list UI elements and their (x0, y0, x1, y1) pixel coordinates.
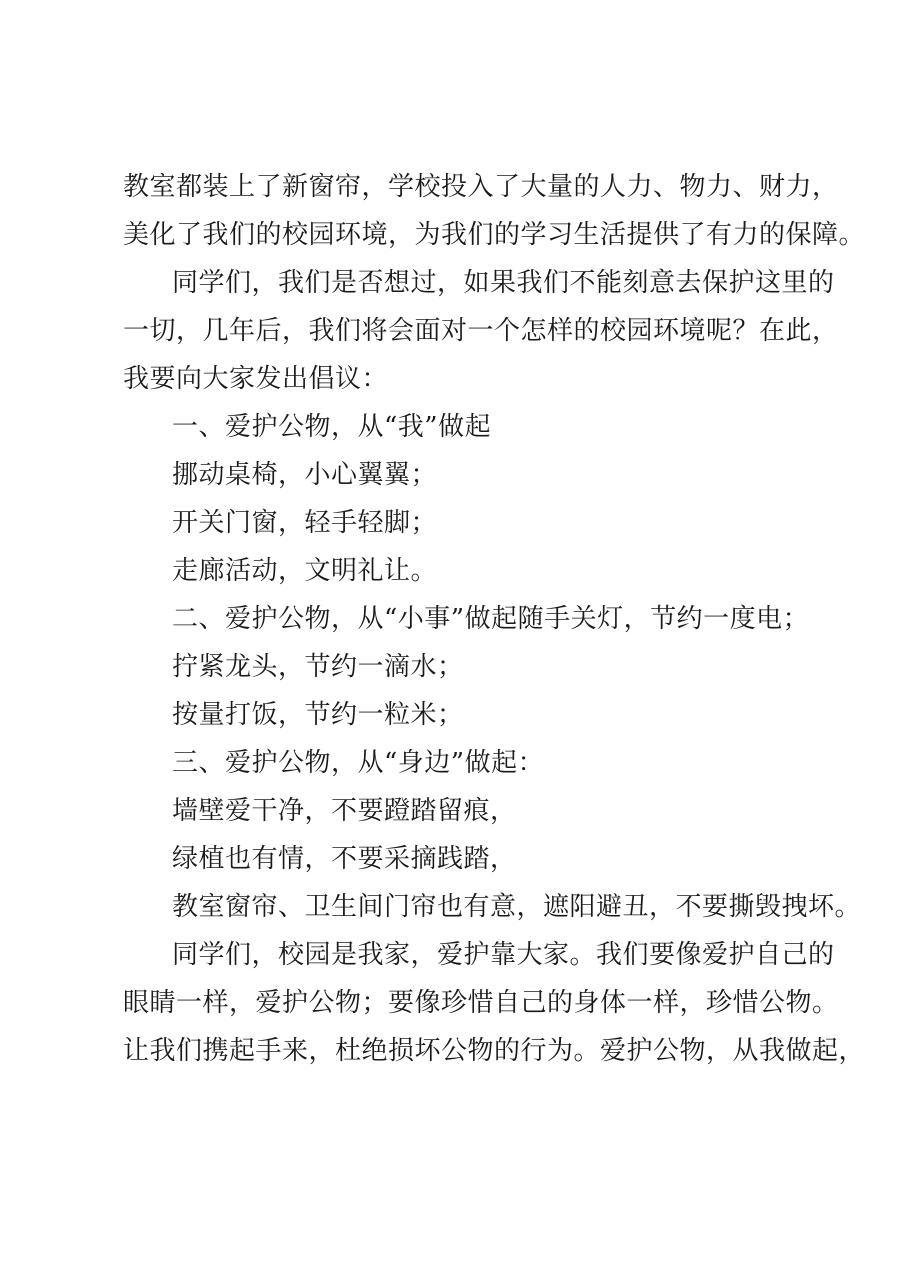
text-line-14: 墙壁爱干净，不要蹬踏留痕， (172, 796, 517, 826)
text-line-16: 教室窗帘、卫生间门帘也有意，遮阳避丑，不要撕毁拽坏。 (172, 892, 862, 922)
text-line-5: 我要向大家发出倡议： (123, 364, 389, 394)
proposal-heading-3: 三、爱护公物，从“身边”做起： (172, 748, 545, 778)
text-line-12: 按量打饭，节约一粒米； (172, 700, 464, 730)
proposal-heading-1: 一、爱护公物，从“我”做起 (172, 412, 492, 442)
text-line-17: 同学们，校园是我家，爱护靠大家。我们要像爱护自己的 (172, 940, 835, 970)
proposal-heading-2: 二、爱护公物，从“小事”做起随手关灯，节约一度电； (172, 604, 810, 634)
text-line-8: 开关门窗，轻手轻脚； (172, 508, 438, 538)
text-line-11: 拧紧龙头，节约一滴水； (172, 652, 464, 682)
text-line-9: 走廊活动，文明礼让。 (172, 556, 438, 586)
text-line-7: 挪动桌椅，小心翼翼； (172, 460, 438, 490)
text-line-15: 绿植也有情，不要采摘践踏， (172, 844, 517, 874)
text-line-1: 教室都装上了新窗帘，学校投入了大量的人力、物力、财力， (123, 172, 839, 202)
text-line-2: 美化了我们的校园环境，为我们的学习生活提供了有力的保障。 (123, 220, 866, 250)
text-line-3: 同学们，我们是否想过，如果我们不能刻意去保护这里的 (172, 268, 835, 298)
text-line-19: 让我们携起手来，杜绝损坏公物的行为。爱护公物，从我做起， (123, 1036, 866, 1066)
text-line-4: 一切，几年后，我们将会面对一个怎样的校园环境呢？在此， (123, 316, 839, 346)
text-line-18: 眼睛一样，爱护公物；要像珍惜自己的身体一样，珍惜公物。 (123, 988, 839, 1018)
